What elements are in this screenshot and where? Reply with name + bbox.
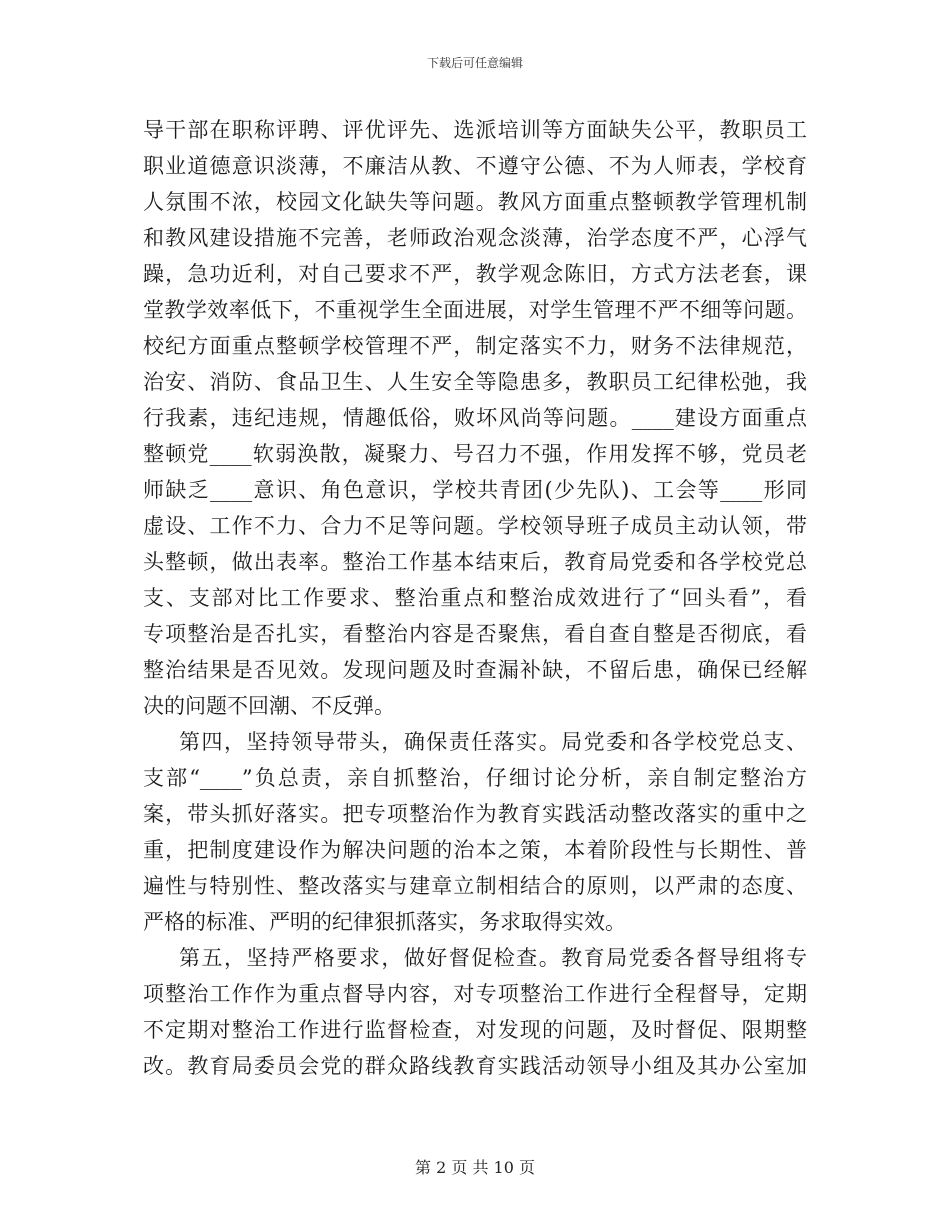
text-line: 虚设、工作不力、合力不足等问题。学校领导班子成员主动认领，带 [143,514,807,538]
text-line: 整顿党____软弱涣散，凝聚力、号召力不强，作用发挥不够，党员老 [143,442,807,466]
paragraph-first-line: 第四，坚持领导带头，确保责任落实。局党委和各学校党总支、 [179,730,807,754]
text-line: 整治结果是否见效。发现问题及时查漏补缺，不留后患，确保已经解 [143,658,807,682]
page-number: 第 2 页 共 10 页 [415,1158,535,1177]
text-line: 支部“____”负总责，亲自抓整治，仔细讨论分析，亲自制定整治方 [143,766,807,790]
document-body [143,112,807,1084]
text-line: 头整顿，做出表率。整治工作基本结束后，教育局党委和各学校党总 [143,550,807,574]
text-line: 职业道德意识淡薄，不廉洁从教、不遵守公德、不为人师表，学校育 [143,154,807,178]
text-line: 不定期对整治工作进行监督检查，对发现的问题，及时督促、限期整 [143,1018,807,1042]
text-line: 案，带头抓好落实。把专项整治作为教育实践活动整改落实的重中之 [143,802,807,826]
text-line: 导干部在职称评聘、评优评先、选派培训等方面缺失公平，教职员工 [143,118,807,142]
text-line: 师缺乏____意识、角色意识，学校共青团(少先队)、工会等____形同 [143,478,807,502]
text-line: 支、支部对比工作要求、整治重点和整治成效进行了“回头看”，看 [143,586,807,610]
text-line: 治安、消防、食品卫生、人生安全等隐患多，教职员工纪律松弛，我 [143,370,807,394]
text-line: 决的问题不回潮、不反弹。 [143,694,395,718]
text-line: 人氛围不浓，校园文化缺失等问题。教风方面重点整顿教学管理机制 [143,190,807,214]
text-line: 严格的标准、严明的纪律狠抓落实，务求取得实效。 [143,910,626,934]
page-header: 下载后可任意编辑 [426,56,523,70]
text-line: 项整治工作作为重点督导内容，对专项整治工作进行全程督导，定期 [143,982,807,1006]
text-line: 重，把制度建设作为解决问题的治本之策，本着阶段性与长期性、普 [143,838,807,862]
text-line: 遍性与特别性、整改落实与建章立制相结合的原则，以严肃的态度、 [143,874,807,898]
paragraph-first-line: 第五，坚持严格要求，做好督促检查。教育局党委各督导组将专 [179,946,807,970]
text-line: 行我素，违纪违规，情趣低俗，败坏风尚等问题。____建设方面重点 [143,406,807,430]
text-line: 和教风建设措施不完善，老师政治观念淡薄，治学态度不严，心浮气 [143,226,807,250]
text-line: 专项整治是否扎实，看整治内容是否聚焦，看自查自整是否彻底，看 [143,622,807,646]
text-line: 躁，急功近利，对自己要求不严，教学观念陈旧，方式方法老套，课 [143,262,807,286]
text-line: 改。教育局委员会党的群众路线教育实践活动领导小组及其办公室加 [143,1054,807,1078]
text-line: 校纪方面重点整顿学校管理不严，制定落实不力，财务不法律规范， [143,334,807,358]
text-line: 堂教学效率低下，不重视学生全面进展，对学生管理不严不细等问题。 [143,298,807,322]
